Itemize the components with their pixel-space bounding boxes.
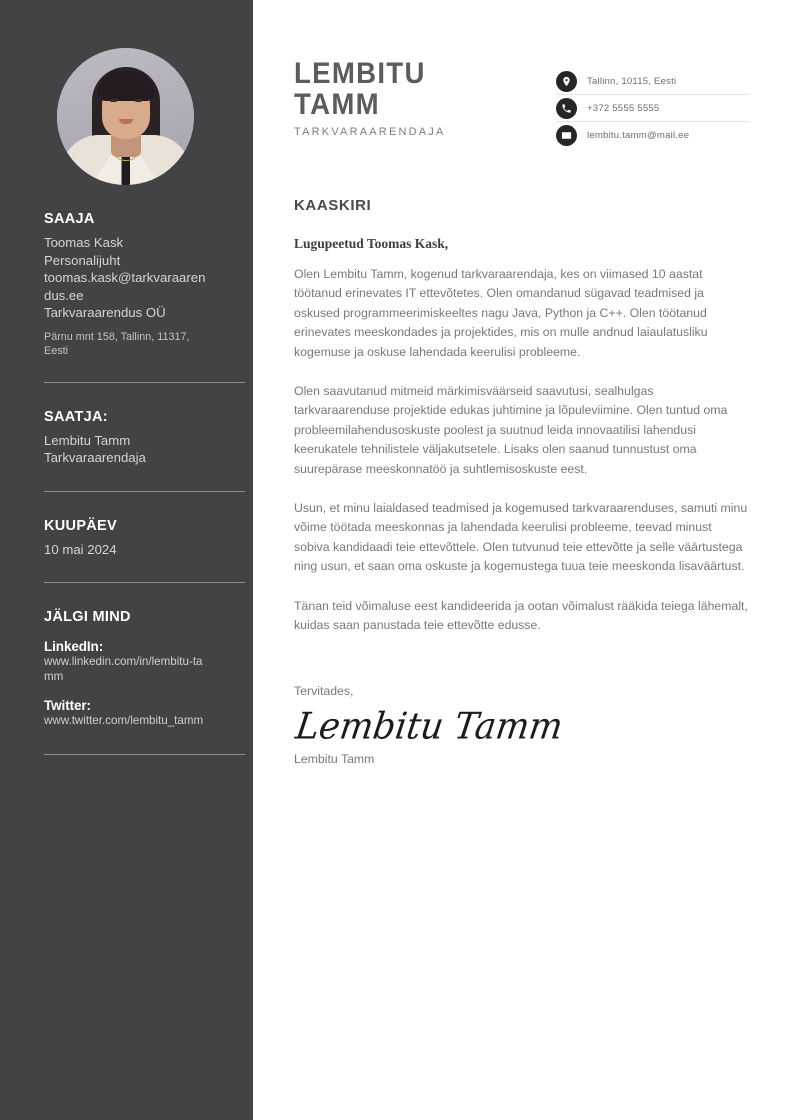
portrait-photo [57, 48, 194, 185]
phone-icon [556, 98, 577, 119]
sender-name: Lembitu Tamm [44, 432, 131, 448]
recipient-company: Tarkvaraarendus OÜ [44, 305, 166, 320]
contact-phone-text: +372 5555 5555 [587, 102, 660, 114]
contact-item-email [556, 122, 750, 149]
greeting: Lugupeetud Toomas Kask, [294, 236, 449, 251]
contact-item-address [556, 68, 750, 95]
paragraph-3: Usun, et minu laialdased teadmised ja kogemused tarkvaraarenduses, samuti minu võime töötada meeskonnas ja lahendada keerulisi probleeme, teevad minust sobiva kandidaadi teie ettevõttele. Olen tutvunud teie ettevõtte ja selle väärtustega ning usun, et saan oma oskuste ja kogemustega tuua teie meeskonda lisaväärtust. [294, 501, 748, 574]
divider-4 [44, 754, 245, 755]
first-name: LEMBITU [294, 57, 426, 90]
recipient-email: toomas.kask@tarkvaraarendus.ee [44, 270, 206, 303]
contact-list [556, 58, 750, 149]
recipient-name: Toomas Kask [44, 235, 124, 250]
twitter-url[interactable]: www.twitter.com/lembitu_tamm [44, 714, 204, 727]
contact-item-phone [556, 95, 750, 122]
paragraph-1: Olen Lembitu Tamm, kogenud tarkvaraarendaja, kes on viimased 10 aastat töötanud erinevates IT ettevõtetes. Olen omandanud sügavad teadmised ja oskused programmeerimiskeeltes nagu Java, Python ja C++. Olen töötanud erinevates meeskondades ja projektides, mis on mulle andnud laiaulatusliku kogemuse ja oskuse lahendada keerulisi probleeme. [294, 267, 708, 359]
sidebar [0, 0, 253, 1120]
follow-heading: JÄLGI MIND [44, 609, 131, 625]
main-content [253, 0, 794, 1120]
section-title: KAASKIRI [294, 197, 372, 214]
sender-section [44, 409, 211, 467]
sender-role: Tarkvaraarendaja [44, 450, 146, 465]
divider-1 [44, 382, 245, 383]
signature-name: Lembitu Tamm [294, 751, 375, 766]
divider-2 [44, 491, 245, 492]
job-title: TARKVARAARENDAJA [294, 126, 446, 138]
header [253, 0, 794, 149]
date-heading: KUUPÄEV [44, 517, 117, 534]
recipient-heading: SAAJA [44, 211, 95, 227]
linkedin-label: LinkedIn: [44, 639, 104, 654]
recipient-address: Pärnu mnt 158, Tallinn, 11317, Eesti [44, 330, 190, 357]
date-value: 10 mai 2024 [44, 541, 117, 557]
date-section [44, 518, 211, 559]
envelope-icon [556, 125, 577, 146]
name-block [294, 58, 544, 138]
avatar [57, 48, 194, 185]
letter-body [253, 197, 794, 766]
recipient-section [44, 211, 211, 358]
sender-heading: SAATJA: [44, 408, 108, 425]
paragraph-4: Tänan teid võimaluse eest kandideerida ja ootan võimalust rääkida teiega lähemalt, kuidas saan panustada teie ettevõtte edusse. [294, 598, 748, 633]
twitter-label: Twitter: [44, 698, 91, 713]
divider-3 [44, 582, 245, 583]
follow-section [44, 609, 211, 728]
signature-script: Lembitu Tamm [293, 705, 566, 748]
paragraph-2: Olen saavutanud mitmeid märkimisväärseid saavutusi, sealhulgas tarkvaraarenduse projektide edukas juhtimine ja lõpuleviimine. Olen tuntud oma probleemilahendusoskuste poolest ja suutnud leida innovaatilisi lahendusi keerukatele tehnilistele väljakutsetele. Lisaks olen saanud tunnustust oma suurepärase meeskonnatöö ja suhtlemisoskuste eest. [294, 384, 728, 476]
linkedin-url[interactable]: www.linkedin.com/in/lembitu-tamm [44, 655, 203, 683]
contact-address-text: Tallinn, 10115, Eesti [587, 75, 677, 87]
location-pin-icon [556, 71, 577, 92]
contact-email-text: lembitu.tamm@mail.ee [587, 130, 690, 141]
closing-line: Tervitades, [294, 683, 354, 698]
last-name: TAMM [294, 88, 380, 121]
recipient-role: Personalijuht [44, 252, 121, 268]
